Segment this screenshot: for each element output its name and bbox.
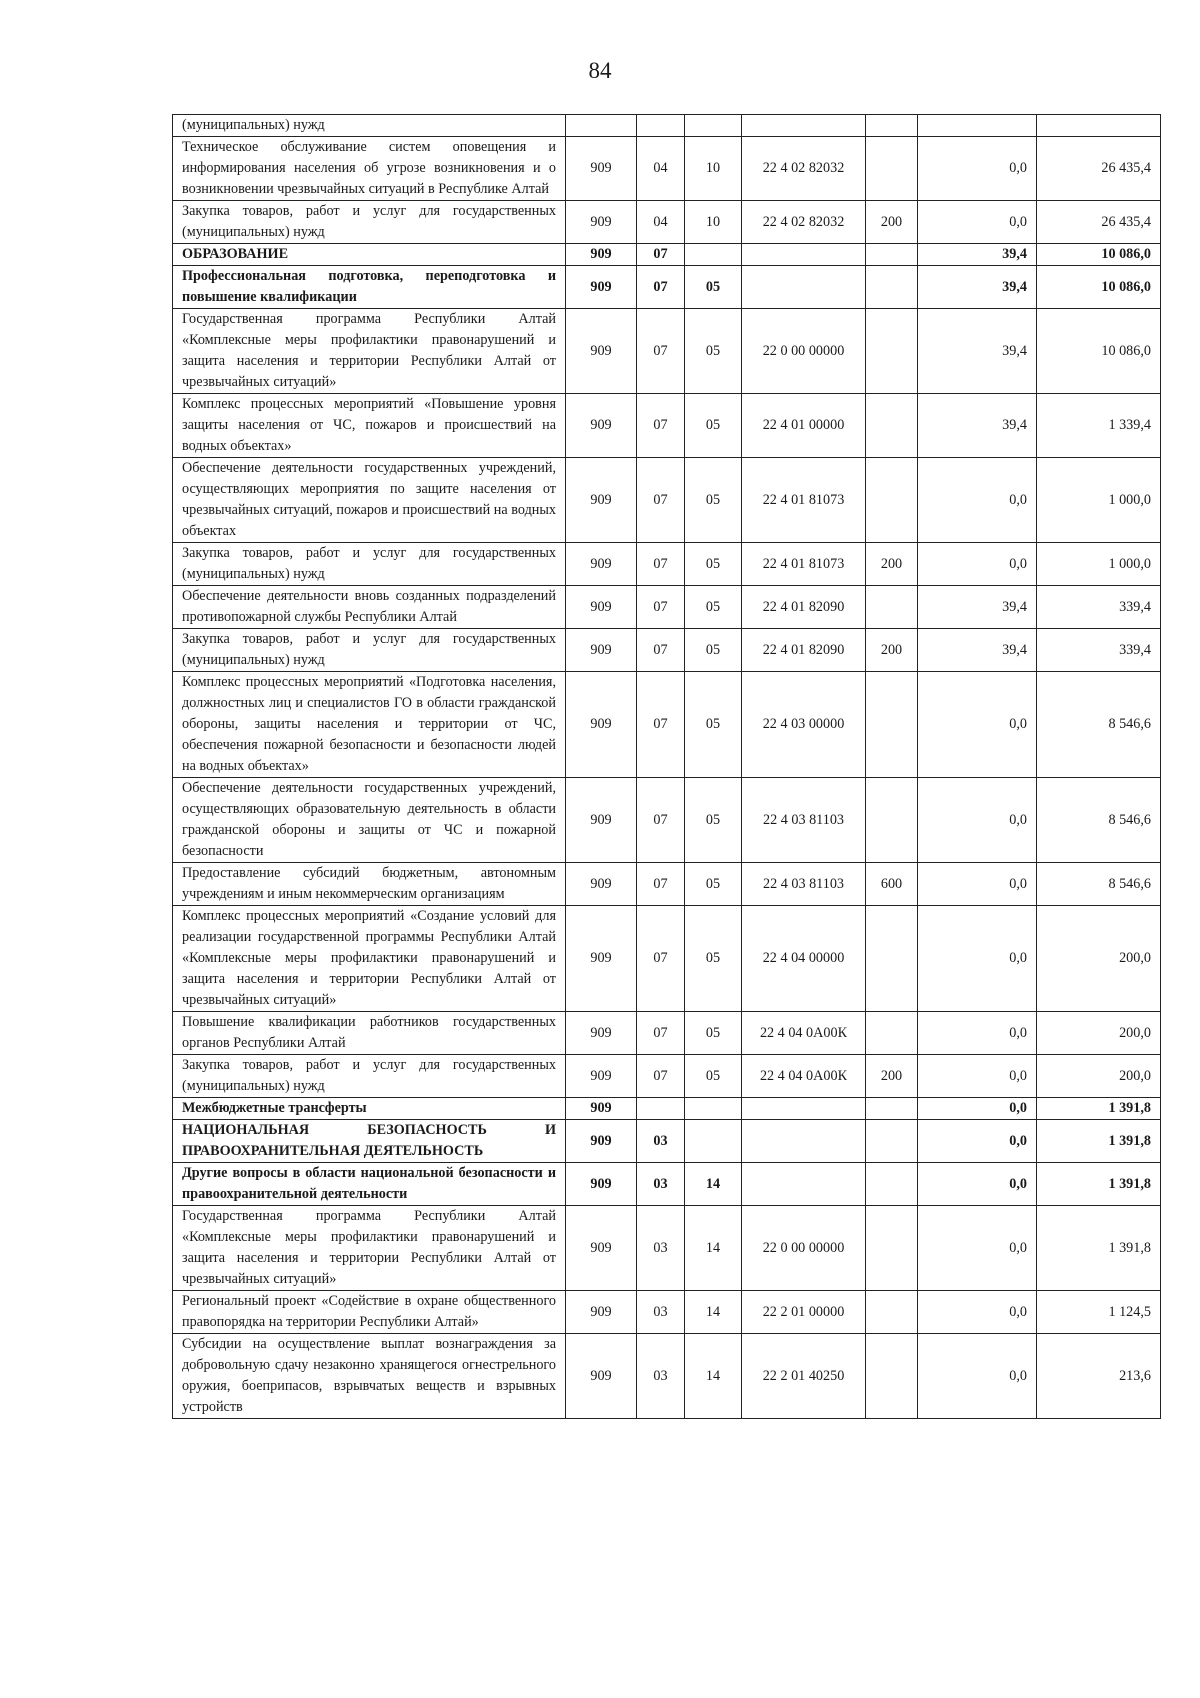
table-row bbox=[173, 1291, 1161, 1334]
row-amount-1: 0,0 bbox=[918, 1334, 1037, 1419]
row-name: ОБРАЗОВАНИЕ bbox=[173, 244, 566, 266]
row-grbs: 909 bbox=[566, 309, 637, 394]
row-subsection: 05 bbox=[685, 629, 742, 672]
row-section: 07 bbox=[637, 629, 685, 672]
row-expense-type bbox=[866, 1012, 918, 1055]
row-amount-2: 26 435,4 bbox=[1037, 137, 1161, 201]
row-grbs: 909 bbox=[566, 137, 637, 201]
row-amount-1: 39,4 bbox=[918, 394, 1037, 458]
row-subsection bbox=[685, 1098, 742, 1120]
row-subsection: 05 bbox=[685, 309, 742, 394]
row-name: Закупка товаров, работ и услуг для государственных (муниципальных) нужд bbox=[173, 629, 566, 672]
table-row bbox=[173, 394, 1161, 458]
row-target-article bbox=[742, 244, 866, 266]
row-grbs: 909 bbox=[566, 244, 637, 266]
row-name: Государственная программа Республики Алтай «Комплексные меры профилактики правонарушений и защита населения и территории Республики Алтай от чрезвычайных ситуаций» bbox=[173, 1206, 566, 1291]
row-target-article: 22 4 04 0А00К bbox=[742, 1055, 866, 1098]
row-amount-1: 39,4 bbox=[918, 266, 1037, 309]
row-amount-1: 39,4 bbox=[918, 629, 1037, 672]
row-expense-type bbox=[866, 1098, 918, 1120]
row-target-article bbox=[742, 266, 866, 309]
budget-table bbox=[172, 114, 1161, 1419]
row-subsection: 05 bbox=[685, 394, 742, 458]
row-target-article: 22 2 01 00000 bbox=[742, 1291, 866, 1334]
row-expense-type: 600 bbox=[866, 863, 918, 906]
row-grbs: 909 bbox=[566, 201, 637, 244]
row-subsection: 05 bbox=[685, 863, 742, 906]
row-target-article bbox=[742, 1120, 866, 1163]
row-expense-type bbox=[866, 586, 918, 629]
row-expense-type bbox=[866, 1291, 918, 1334]
row-section: 04 bbox=[637, 137, 685, 201]
row-subsection: 05 bbox=[685, 458, 742, 543]
table-body bbox=[173, 115, 1161, 1419]
row-grbs: 909 bbox=[566, 672, 637, 778]
row-expense-type bbox=[866, 1206, 918, 1291]
row-expense-type: 200 bbox=[866, 629, 918, 672]
table-row bbox=[173, 309, 1161, 394]
row-expense-type bbox=[866, 1163, 918, 1206]
page-number: 84 bbox=[588, 58, 612, 83]
row-amount-2: 8 546,6 bbox=[1037, 863, 1161, 906]
row-amount-2: 1 124,5 bbox=[1037, 1291, 1161, 1334]
row-amount-2: 1 391,8 bbox=[1037, 1120, 1161, 1163]
row-subsection: 14 bbox=[685, 1163, 742, 1206]
row-section: 07 bbox=[637, 394, 685, 458]
row-grbs: 909 bbox=[566, 394, 637, 458]
row-subsection: 10 bbox=[685, 201, 742, 244]
table-row bbox=[173, 543, 1161, 586]
row-target-article: 22 4 01 82090 bbox=[742, 586, 866, 629]
row-amount-1: 0,0 bbox=[918, 1012, 1037, 1055]
row-amount-2: 339,4 bbox=[1037, 586, 1161, 629]
row-grbs: 909 bbox=[566, 1120, 637, 1163]
row-name: Комплекс процессных мероприятий «Создание условий для реализации государственной программы Республики Алтай «Комплексные меры профилактики правонарушений и защита населения и территории Республики Алтай от чрезвычайных ситуаций» bbox=[173, 906, 566, 1012]
table-row bbox=[173, 586, 1161, 629]
row-name: Обеспечение деятельности вновь созданных подразделений противопожарной службы Республики Алтай bbox=[173, 586, 566, 629]
row-amount-1: 0,0 bbox=[918, 137, 1037, 201]
row-section: 07 bbox=[637, 244, 685, 266]
row-target-article: 22 4 03 81103 bbox=[742, 863, 866, 906]
row-amount-1: 0,0 bbox=[918, 458, 1037, 543]
row-expense-type bbox=[866, 1334, 918, 1419]
row-name: Закупка товаров, работ и услуг для государственных (муниципальных) нужд bbox=[173, 201, 566, 244]
row-section: 07 bbox=[637, 543, 685, 586]
row-expense-type: 200 bbox=[866, 1055, 918, 1098]
row-amount-1: 0,0 bbox=[918, 1120, 1037, 1163]
row-expense-type bbox=[866, 137, 918, 201]
row-section: 07 bbox=[637, 672, 685, 778]
table-row bbox=[173, 906, 1161, 1012]
row-amount-2: 10 086,0 bbox=[1037, 244, 1161, 266]
row-amount-1: 0,0 bbox=[918, 863, 1037, 906]
row-subsection: 05 bbox=[685, 1012, 742, 1055]
row-section: 07 bbox=[637, 458, 685, 543]
row-amount-2: 200,0 bbox=[1037, 906, 1161, 1012]
row-target-article: 22 4 03 00000 bbox=[742, 672, 866, 778]
row-amount-1: 0,0 bbox=[918, 1291, 1037, 1334]
row-amount-2: 10 086,0 bbox=[1037, 266, 1161, 309]
row-amount-2: 1 000,0 bbox=[1037, 458, 1161, 543]
row-subsection: 05 bbox=[685, 778, 742, 863]
row-section: 03 bbox=[637, 1291, 685, 1334]
row-name: Комплекс процессных мероприятий «Повышение уровня защиты населения от ЧС, пожаров и происшествий на водных объектах» bbox=[173, 394, 566, 458]
row-subsection bbox=[685, 244, 742, 266]
row-name: Повышение квалификации работников государственных органов Республики Алтай bbox=[173, 1012, 566, 1055]
table-row bbox=[173, 1098, 1161, 1120]
row-amount-1: 0,0 bbox=[918, 1055, 1037, 1098]
row-target-article: 22 0 00 00000 bbox=[742, 1206, 866, 1291]
row-amount-1: 0,0 bbox=[918, 1098, 1037, 1120]
row-amount-1: 39,4 bbox=[918, 244, 1037, 266]
row-target-article: 22 4 01 81073 bbox=[742, 543, 866, 586]
row-grbs: 909 bbox=[566, 1291, 637, 1334]
row-subsection: 05 bbox=[685, 672, 742, 778]
table-row bbox=[173, 201, 1161, 244]
row-section: 07 bbox=[637, 906, 685, 1012]
row-name: Региональный проект «Содействие в охране общественного правопорядка на территории Республики Алтай» bbox=[173, 1291, 566, 1334]
row-grbs: 909 bbox=[566, 1012, 637, 1055]
row-grbs: 909 bbox=[566, 863, 637, 906]
row-section: 07 bbox=[637, 586, 685, 629]
row-subsection: 05 bbox=[685, 586, 742, 629]
row-amount-2: 339,4 bbox=[1037, 629, 1161, 672]
table-row bbox=[173, 672, 1161, 778]
table-row bbox=[173, 629, 1161, 672]
row-target-article: 22 4 02 82032 bbox=[742, 201, 866, 244]
table-row bbox=[173, 1120, 1161, 1163]
row-expense-type bbox=[866, 458, 918, 543]
row-expense-type bbox=[866, 266, 918, 309]
row-section bbox=[637, 1098, 685, 1120]
row-name: Профессиональная подготовка, переподготовка и повышение квалификации bbox=[173, 266, 566, 309]
row-expense-type bbox=[866, 309, 918, 394]
row-grbs: 909 bbox=[566, 906, 637, 1012]
row-grbs: 909 bbox=[566, 629, 637, 672]
row-grbs bbox=[566, 115, 637, 137]
row-amount-2: 26 435,4 bbox=[1037, 201, 1161, 244]
row-expense-type: 200 bbox=[866, 543, 918, 586]
row-name: Предоставление субсидий бюджетным, автономным учреждениям и иным некоммерческим организациям bbox=[173, 863, 566, 906]
row-section: 03 bbox=[637, 1334, 685, 1419]
row-target-article bbox=[742, 1098, 866, 1120]
row-amount-1: 39,4 bbox=[918, 586, 1037, 629]
row-name: Закупка товаров, работ и услуг для государственных (муниципальных) нужд bbox=[173, 543, 566, 586]
table-row bbox=[173, 137, 1161, 201]
row-section: 07 bbox=[637, 1055, 685, 1098]
row-target-article: 22 4 04 00000 bbox=[742, 906, 866, 1012]
row-name: Межбюджетные трансферты bbox=[173, 1098, 566, 1120]
table-row bbox=[173, 1206, 1161, 1291]
row-grbs: 909 bbox=[566, 1163, 637, 1206]
row-subsection: 14 bbox=[685, 1334, 742, 1419]
row-amount-1: 0,0 bbox=[918, 906, 1037, 1012]
row-amount-1: 0,0 bbox=[918, 201, 1037, 244]
row-grbs: 909 bbox=[566, 1098, 637, 1120]
row-section: 07 bbox=[637, 863, 685, 906]
row-section: 07 bbox=[637, 266, 685, 309]
row-target-article: 22 4 01 82090 bbox=[742, 629, 866, 672]
row-name: Государственная программа Республики Алтай «Комплексные меры профилактики правонарушений и защита населения и территории Республики Алтай от чрезвычайных ситуаций» bbox=[173, 309, 566, 394]
table-row bbox=[173, 1012, 1161, 1055]
row-amount-2: 1 391,8 bbox=[1037, 1163, 1161, 1206]
row-name: Другие вопросы в области национальной безопасности и правоохранительной деятельности bbox=[173, 1163, 566, 1206]
row-amount-2: 1 339,4 bbox=[1037, 394, 1161, 458]
row-section: 03 bbox=[637, 1206, 685, 1291]
row-target-article: 22 4 02 82032 bbox=[742, 137, 866, 201]
row-expense-type bbox=[866, 244, 918, 266]
row-grbs: 909 bbox=[566, 1055, 637, 1098]
row-amount-2: 8 546,6 bbox=[1037, 778, 1161, 863]
row-amount-1: 0,0 bbox=[918, 543, 1037, 586]
row-expense-type bbox=[866, 672, 918, 778]
row-grbs: 909 bbox=[566, 1334, 637, 1419]
row-section: 07 bbox=[637, 778, 685, 863]
row-amount-2: 200,0 bbox=[1037, 1012, 1161, 1055]
row-subsection: 05 bbox=[685, 266, 742, 309]
row-amount-2: 8 546,6 bbox=[1037, 672, 1161, 778]
row-expense-type bbox=[866, 1120, 918, 1163]
row-subsection bbox=[685, 1120, 742, 1163]
row-amount-2: 1 391,8 bbox=[1037, 1098, 1161, 1120]
table-row bbox=[173, 458, 1161, 543]
table-row bbox=[173, 1055, 1161, 1098]
row-name: НАЦИОНАЛЬНАЯ БЕЗОПАСНОСТЬ И ПРАВООХРАНИТЕЛЬНАЯ ДЕЯТЕЛЬНОСТЬ bbox=[173, 1120, 566, 1163]
row-grbs: 909 bbox=[566, 586, 637, 629]
row-target-article: 22 4 01 81073 bbox=[742, 458, 866, 543]
row-amount-2: 1 000,0 bbox=[1037, 543, 1161, 586]
row-grbs: 909 bbox=[566, 266, 637, 309]
row-amount-2: 10 086,0 bbox=[1037, 309, 1161, 394]
row-section: 07 bbox=[637, 309, 685, 394]
row-grbs: 909 bbox=[566, 543, 637, 586]
row-section: 03 bbox=[637, 1163, 685, 1206]
table-row bbox=[173, 778, 1161, 863]
row-name: Техническое обслуживание систем оповещения и информирования населения об угрозе возникновения и о возникновении чрезвычайных ситуаций в Республике Алтай bbox=[173, 137, 566, 201]
row-subsection bbox=[685, 115, 742, 137]
table-row bbox=[173, 863, 1161, 906]
row-amount-2: 1 391,8 bbox=[1037, 1206, 1161, 1291]
row-section: 03 bbox=[637, 1120, 685, 1163]
table-row bbox=[173, 266, 1161, 309]
table-row bbox=[173, 1334, 1161, 1419]
row-amount-2: 200,0 bbox=[1037, 1055, 1161, 1098]
row-expense-type: 200 bbox=[866, 201, 918, 244]
row-section: 07 bbox=[637, 1012, 685, 1055]
row-target-article: 22 4 04 0А00К bbox=[742, 1012, 866, 1055]
row-subsection: 14 bbox=[685, 1291, 742, 1334]
row-target-article: 22 0 00 00000 bbox=[742, 309, 866, 394]
row-name: Субсидии на осуществление выплат вознаграждения за добровольную сдачу незаконно хранящегося огнестрельного оружия, боеприпасов, взрывчатых веществ и взрывных устройств bbox=[173, 1334, 566, 1419]
row-grbs: 909 bbox=[566, 1206, 637, 1291]
row-grbs: 909 bbox=[566, 458, 637, 543]
row-target-article bbox=[742, 115, 866, 137]
row-amount-2 bbox=[1037, 115, 1161, 137]
row-expense-type bbox=[866, 906, 918, 1012]
row-name: Комплекс процессных мероприятий «Подготовка населения, должностных лиц и специалистов ГО в области гражданской обороны, защиты населения и территории от ЧС, обеспечения пожарной безопасности и безопасности людей на водных объектах» bbox=[173, 672, 566, 778]
row-name: (муниципальных) нужд bbox=[173, 115, 566, 137]
row-grbs: 909 bbox=[566, 778, 637, 863]
row-amount-1: 0,0 bbox=[918, 778, 1037, 863]
row-section bbox=[637, 115, 685, 137]
row-name: Обеспечение деятельности государственных учреждений, осуществляющих мероприятия по защите населения от чрезвычайных ситуаций, пожаров и происшествий на водных объектах bbox=[173, 458, 566, 543]
row-expense-type bbox=[866, 778, 918, 863]
row-expense-type bbox=[866, 394, 918, 458]
row-subsection: 05 bbox=[685, 543, 742, 586]
row-amount-1 bbox=[918, 115, 1037, 137]
row-name: Обеспечение деятельности государственных учреждений, осуществляющих образовательную деятельность в области гражданской обороны и защиты от ЧС и пожарной безопасности bbox=[173, 778, 566, 863]
row-subsection: 10 bbox=[685, 137, 742, 201]
row-target-article: 22 4 03 81103 bbox=[742, 778, 866, 863]
row-amount-1: 0,0 bbox=[918, 672, 1037, 778]
row-section: 04 bbox=[637, 201, 685, 244]
table-row bbox=[173, 1163, 1161, 1206]
row-subsection: 05 bbox=[685, 906, 742, 1012]
row-expense-type bbox=[866, 115, 918, 137]
row-target-article: 22 4 01 00000 bbox=[742, 394, 866, 458]
table-row bbox=[173, 115, 1161, 137]
row-name: Закупка товаров, работ и услуг для государственных (муниципальных) нужд bbox=[173, 1055, 566, 1098]
row-target-article bbox=[742, 1163, 866, 1206]
row-subsection: 05 bbox=[685, 1055, 742, 1098]
row-amount-2: 213,6 bbox=[1037, 1334, 1161, 1419]
table-row bbox=[173, 244, 1161, 266]
row-amount-1: 39,4 bbox=[918, 309, 1037, 394]
row-target-article: 22 2 01 40250 bbox=[742, 1334, 866, 1419]
row-subsection: 14 bbox=[685, 1206, 742, 1291]
row-amount-1: 0,0 bbox=[918, 1163, 1037, 1206]
row-amount-1: 0,0 bbox=[918, 1206, 1037, 1291]
